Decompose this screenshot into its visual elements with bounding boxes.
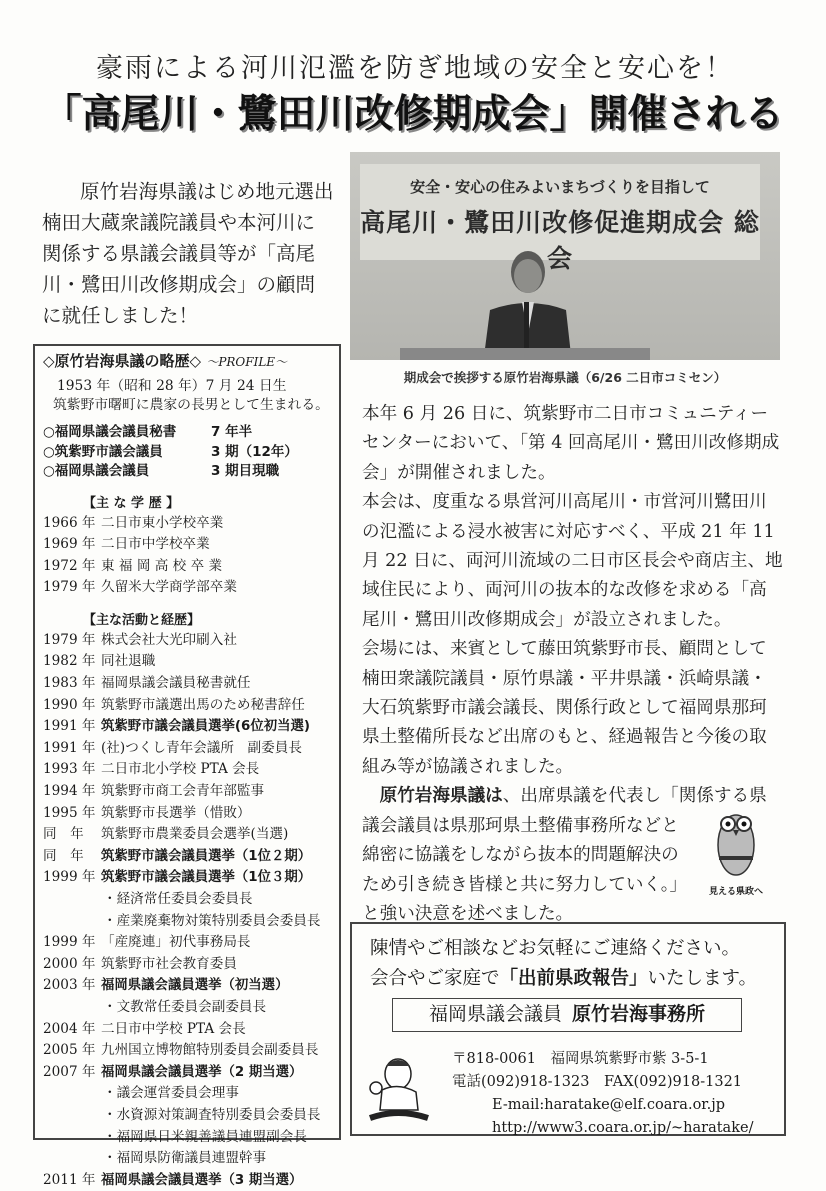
role-label: ○福岡県議会議員 xyxy=(43,463,150,479)
article-closing-line: ため引き続き皆様と共に努力していく。」 xyxy=(362,874,688,895)
article-line: 域住民により、両河川の抜本的な改修を求める「高 xyxy=(362,580,767,601)
timeline-year: 2011 年 xyxy=(43,1171,96,1188)
mascot-caption: 見える県政へ xyxy=(708,887,763,897)
education-heading: 【主 な 学 歴 】 xyxy=(83,495,180,511)
role-row xyxy=(43,443,331,463)
timeline-text: ・産業廃棄物対策特別委員会委員長 xyxy=(103,912,321,929)
contact-report-strong: 「出前県政報告」 xyxy=(499,968,648,989)
photo-caption: 期成会で挨拶する原竹岩海県議（6/26 二日市コミセン） xyxy=(403,370,727,385)
article-line: 楠田衆議院議員・原竹県議・平井県議・浜崎県議・ xyxy=(362,668,767,689)
headline-subtitle: 豪雨による河川氾濫を防ぎ地域の安全と安心を！ xyxy=(96,53,734,84)
role-label: ○筑紫野市議会議員 xyxy=(43,443,163,460)
timeline-text: 筑紫野市農業委員会選挙(当選) xyxy=(101,826,289,843)
career-heading: 【主な活動と経歴】 xyxy=(83,612,201,628)
intro-line: に就任しました！ xyxy=(42,304,199,327)
article-line: 県土整備所長など出席のもと、経過報告と今後の取 xyxy=(362,727,767,748)
timeline-item xyxy=(43,1148,331,1170)
banner-line-2: 高尾川・鷺田川改修促進期成会 総会 xyxy=(360,208,760,273)
timeline-text: 筑紫野市長選挙（惜敗） xyxy=(101,804,251,821)
website-link[interactable]: http://www3.coara.or.jp/~haratake/ xyxy=(492,1120,754,1136)
timeline-year: 1983 年 xyxy=(43,675,96,692)
intro-text xyxy=(42,176,342,331)
timeline-text: 福岡県議会議員選挙（3 期当選） xyxy=(101,1172,303,1188)
contact-box xyxy=(350,922,786,1136)
timeline-text: ・議会運営委員会理事 xyxy=(103,1085,239,1102)
timeline-year: 1969 年 xyxy=(43,536,96,553)
article-line: 組み等が協議されました。 xyxy=(362,756,574,777)
contact-report-pre: 会合やご家庭で xyxy=(370,968,500,989)
timeline-year: 1994 年 xyxy=(43,783,96,800)
timeline-year: 2007 年 xyxy=(43,1063,96,1080)
timeline-text: 久留米大学商学部卒業 xyxy=(101,579,237,596)
article-line: 月 22 日に、両河川流域の二日市区長会や商店主、地 xyxy=(362,551,783,572)
timeline-text: 株式会社大光印刷入社 xyxy=(101,631,237,648)
role-term: 7 年半 xyxy=(211,424,253,440)
timeline-year: 1991 年 xyxy=(43,739,96,756)
timeline-item xyxy=(43,1040,331,1062)
article-line: 会」が開催されました。 xyxy=(362,462,556,483)
timeline-text: 筑紫野市議会議員選挙（1位２期） xyxy=(101,848,312,864)
timeline-item xyxy=(43,630,331,652)
timeline-item xyxy=(43,695,331,717)
profile-box xyxy=(33,344,341,1188)
timeline-item xyxy=(43,1062,331,1084)
timeline-text: (社)つくし青年会議所 副委員長 xyxy=(101,739,302,756)
timeline-item xyxy=(43,867,331,889)
timeline-item xyxy=(43,1105,331,1127)
office-role: 福岡県議会議員 xyxy=(428,1003,562,1025)
role-term: 3 期（12年） xyxy=(211,443,298,460)
article-closing-line: 綿密に協議をしながら抜本的問題解決の xyxy=(362,845,679,866)
timeline-year: 2005 年 xyxy=(43,1042,96,1059)
contact-report xyxy=(370,964,757,990)
contact-invite: 陳情やご相談などお気軽にご連絡ください。 xyxy=(370,938,741,959)
timeline-item xyxy=(43,954,331,976)
timeline-text: 筑紫野市議選出馬のため秘書辞任 xyxy=(101,696,305,713)
education-list xyxy=(43,513,331,599)
article-line: 大石筑紫野市議会議長、関係行政として福岡県那珂 xyxy=(362,698,767,719)
article-line: 会場には、来賓として藤田筑紫野市長、顧問として xyxy=(362,639,767,660)
role-label: ○福岡県議会議員秘書 xyxy=(43,424,177,440)
timeline-text: 福岡県議会議員秘書就任 xyxy=(101,675,251,692)
caricature-illustration xyxy=(364,1052,434,1124)
timeline-year: 1982 年 xyxy=(43,653,96,670)
timeline-item xyxy=(43,673,331,695)
timeline-item xyxy=(43,781,331,803)
birth-date: 1953 年（昭和 28 年）7 月 24 日生 xyxy=(57,378,287,394)
office-name: 原竹岩海事務所 xyxy=(572,1003,706,1025)
owl-icon xyxy=(711,800,761,880)
timeline-item xyxy=(43,932,331,954)
role-row xyxy=(43,423,331,443)
timeline-text: 二日市東小学校卒業 xyxy=(101,514,224,531)
timeline-year: 同 年 xyxy=(43,847,84,864)
timeline-item xyxy=(43,513,331,535)
timeline-item xyxy=(43,997,331,1019)
article-closing-strong: 原竹岩海県議は xyxy=(379,786,503,807)
phone-fax: 電話(092)918-1323 FAX(092)918-1321 xyxy=(452,1074,743,1090)
profile-heading-text: ◇原竹岩海県議の略歴◇ xyxy=(43,352,202,370)
intro-line: 関係する県議会議員等が「高尾 xyxy=(42,242,316,265)
intro-line: 川・鷺田川改修期成会」の顧問 xyxy=(42,273,316,296)
timeline-text: 筑紫野市商工会青年部監事 xyxy=(101,783,265,800)
timeline-text: ・福岡県防衛議員連盟幹事 xyxy=(103,1150,267,1167)
timeline-item xyxy=(43,846,331,868)
postal-address: 〒818-0061 福岡県筑紫野市紫 3‐5‐1 xyxy=(452,1051,709,1067)
timeline-item xyxy=(43,651,331,673)
timeline-year: 1979 年 xyxy=(43,631,96,648)
timeline-text: 「産廃連」初代事務局長 xyxy=(101,934,251,951)
timeline-year: 1999 年 xyxy=(43,934,96,951)
timeline-year: 1990 年 xyxy=(43,696,96,713)
timeline-text: ・経済常任委員会委員長 xyxy=(103,891,253,907)
article-closing-line: 議会議員は県那珂県土整備事務所などと xyxy=(362,815,679,836)
timeline-item xyxy=(43,759,331,781)
timeline-year: 1979 年 xyxy=(43,579,96,596)
article-line: 本会は、度重なる県営河川高尾川・市営河川鷺田川 xyxy=(362,492,767,513)
timeline-text: 二日市中学校 PTA 会長 xyxy=(101,1020,246,1037)
article-line: 本年 6 月 26 日に、筑紫野市二日市コミュニティー xyxy=(362,404,769,424)
timeline-item xyxy=(43,1127,331,1149)
intro-line: 原竹岩海県議はじめ地元選出 xyxy=(80,180,334,203)
article-line: センターにおいて、「第 4 回高尾川・鷺田川改修期成 xyxy=(362,433,780,454)
timeline-item xyxy=(43,577,331,599)
timeline-year: 1991 年 xyxy=(43,718,96,735)
contact-details xyxy=(452,1048,753,1140)
timeline-year: 1999 年 xyxy=(43,869,96,886)
roles-list xyxy=(43,423,331,482)
office-name-box xyxy=(392,998,742,1032)
timeline-text: 九州国立博物館特別委員会副委員長 xyxy=(101,1042,319,1059)
timeline-text: 二日市北小学校 PTA 会長 xyxy=(101,761,260,778)
timeline-item xyxy=(43,716,331,738)
timeline-text: 福岡県議会議員選挙（2 期当選） xyxy=(101,1064,303,1080)
birth-place: 筑紫野市曙町に農家の長男として生まれる。 xyxy=(53,397,329,413)
timeline-year: 1972 年 xyxy=(43,557,96,574)
timeline-year: 2003 年 xyxy=(43,977,96,994)
profile-heading xyxy=(43,350,331,371)
role-row xyxy=(43,462,331,482)
timeline-year: 同 年 xyxy=(43,826,84,843)
timeline-item xyxy=(43,556,331,578)
article-closing-first: 、出席県議を代表し「関係する県 xyxy=(502,786,767,807)
timeline-text: 同社退職 xyxy=(101,653,156,670)
intro-line: 楠田大蔵衆議院議員や本河川に xyxy=(42,211,316,234)
email-link[interactable]: E-mail:haratake@elf.coara.or.jp xyxy=(492,1097,726,1113)
birth-info xyxy=(53,377,331,415)
timeline-text: 筑紫野市議会議員選挙(6位初当選) xyxy=(101,719,311,735)
podium xyxy=(400,348,650,360)
timeline-text: 二日市中学校卒業 xyxy=(101,536,210,553)
profile-heading-en: ～PROFILE～ xyxy=(206,355,288,369)
timeline-item xyxy=(43,534,331,556)
timeline-year: 1966 年 xyxy=(43,514,96,531)
timeline-text: ・水資源対策調査特別委員会委員長 xyxy=(103,1106,321,1123)
timeline-text: ・福岡県日米親善議員連盟副会長 xyxy=(103,1128,307,1145)
speaker-figure xyxy=(478,244,574,360)
timeline-item xyxy=(43,975,331,997)
career-list xyxy=(43,630,331,1191)
article-paragraphs xyxy=(362,400,787,782)
timeline-text: 東 福 岡 高 校 卒 業 xyxy=(101,557,223,574)
timeline-year: 1993 年 xyxy=(43,761,96,778)
timeline-year: 2000 年 xyxy=(43,955,96,972)
headline-title: 「高尾川・鷺田川改修期成会」開催される xyxy=(42,92,784,137)
role-term: 3 期目現職 xyxy=(211,463,280,479)
timeline-item xyxy=(43,911,331,933)
timeline-item xyxy=(43,889,331,911)
timeline-text: ・文教常任委員会副委員長 xyxy=(103,998,267,1015)
article-line: の氾濫による浸水被害に対応すべく、平成 21 年 11 xyxy=(362,521,775,542)
timeline-text: 筑紫野市議会議員選挙（1位３期） xyxy=(101,870,312,886)
article-closing-line: と強い決意を述べました。 xyxy=(362,903,574,924)
timeline-item xyxy=(43,1019,331,1041)
article-line: 尾川・鷺田川改修期成会」が設立されました。 xyxy=(362,609,732,630)
timeline-item xyxy=(43,803,331,825)
contact-report-post: いたします。 xyxy=(647,968,758,989)
banner-line-1: 安全・安心の住みよいまちづくりを目指して xyxy=(410,178,710,196)
timeline-text: 福岡県議会議員選挙（初当選） xyxy=(101,978,289,994)
timeline-text: 筑紫野市社会教育委員 xyxy=(101,955,237,972)
timeline-item xyxy=(43,1170,331,1191)
timeline-year: 2004 年 xyxy=(43,1020,96,1037)
timeline-year: 1995 年 xyxy=(43,804,96,821)
timeline-item xyxy=(43,738,331,760)
event-photo xyxy=(350,152,780,360)
mascot-owl xyxy=(706,800,766,900)
timeline-item xyxy=(43,824,331,846)
timeline-item xyxy=(43,1083,331,1105)
